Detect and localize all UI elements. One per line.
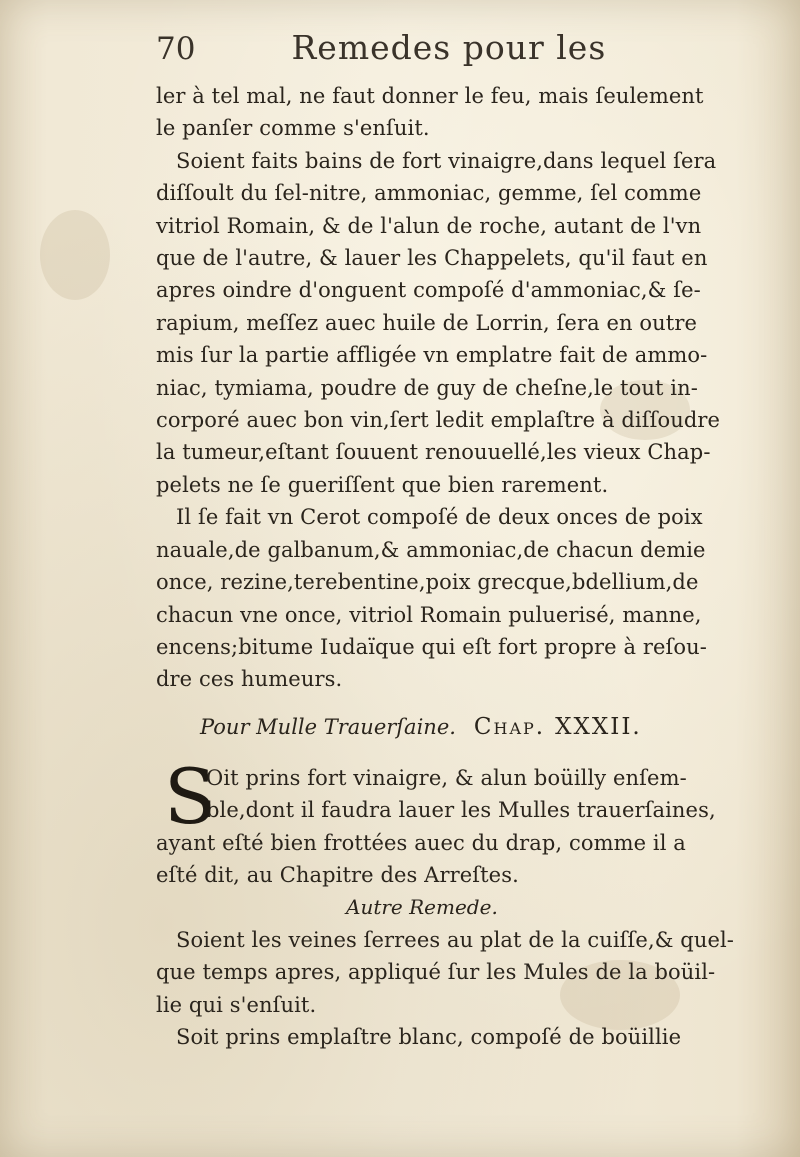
text-line: niac, tymiama, poudre de guy de cheſne,le tout in-	[156, 375, 698, 400]
text-line: ble,dont il faudra lauer les Mulles trauerſaines,	[206, 798, 716, 823]
text-line: mis ſur la partie affligée vn emplatre fait de ammo-	[156, 343, 708, 368]
text-line: que temps apres, appliqué ſur les Mules de la boüil-	[156, 960, 716, 985]
drop-cap: S	[164, 751, 217, 841]
text-line: rapium, meſſez auec huile de Lorrin, ſera en outre	[156, 310, 697, 335]
text-line: Soient les veines ſerrees au plat de la cuiſſe,& quel-	[176, 927, 735, 952]
text-line: Il ſe fait vn Cerot compoſé de deux onces de poix	[176, 505, 703, 530]
text-line: vitriol Romain, & de l'alun de roche, autant de l'vn	[156, 213, 702, 238]
chapter-label: Chap.	[473, 713, 546, 740]
page-number: 70	[156, 31, 196, 67]
text-line: que de l'autre, & lauer les Chappelets, qu'il faut en	[156, 246, 708, 271]
page-header	[156, 28, 766, 80]
text-line: chacun vne once, vitriol Romain puluerisé, manne,	[156, 602, 702, 627]
text-line: encens;bitume Iudaïque qui eſt fort propre à reſou-	[156, 634, 707, 659]
text-line: la tumeur,eſtant ſouuent renouuellé,les vieux Chap-	[156, 440, 711, 465]
paragraph-cerot	[156, 501, 766, 695]
text-line: dre ces humeurs.	[156, 667, 343, 692]
text-line: eſté dit, au Chapitre des Arreſtes.	[156, 862, 519, 887]
text-line: once, rezine,terebentine,poix grecque,bdellium,de	[156, 570, 699, 595]
text-line: nauale,de galbanum,& ammoniac,de chacun demie	[156, 537, 706, 562]
running-title: Remedes pour les	[291, 28, 607, 67]
text-line: Soit prins emplaſtre blanc, compoſé de boüillie	[176, 1024, 682, 1049]
paragraph-mulle	[156, 751, 766, 892]
text-line: Oit prins fort vinaigre, & alun boüilly enſem-	[206, 765, 687, 790]
paragraph-intro-end	[156, 80, 766, 145]
paper-stain	[40, 210, 110, 300]
page-text	[156, 28, 766, 1053]
text-line: pelets ne ſe gueriſſent que bien rarement.	[156, 472, 609, 497]
chapter-number: XXXII.	[555, 713, 642, 740]
text-line: ler à tel mal, ne faut donner le feu, mais ſeulement	[156, 84, 704, 108]
text-line: corporé auec bon vin,ſert ledit emplaſtre à diſſoudre	[156, 408, 721, 433]
chapter-heading	[156, 714, 766, 754]
chapter-title: Pour Mulle Trauerſaine.	[200, 714, 456, 739]
text-line: ayant eſté bien frottées auec du drap, comme il a	[156, 830, 686, 855]
text-line: Soient faits bains de fort vinaigre,dans lequel ſera	[176, 148, 717, 173]
subheading: Autre Remede.	[346, 895, 498, 920]
paragraph-veines	[156, 924, 766, 1054]
text-line: diſſoult du ſel-nitre, ammoniac, gemme, ſel comme	[156, 181, 702, 206]
text-line: apres oindre d'onguent compoſé d'ammoniac,& ſe-	[156, 278, 701, 303]
text-line: lie qui s'enſuit.	[156, 992, 317, 1017]
text-line: le panſer comme s'enſuit.	[156, 116, 430, 141]
paragraph-bains	[156, 145, 766, 501]
